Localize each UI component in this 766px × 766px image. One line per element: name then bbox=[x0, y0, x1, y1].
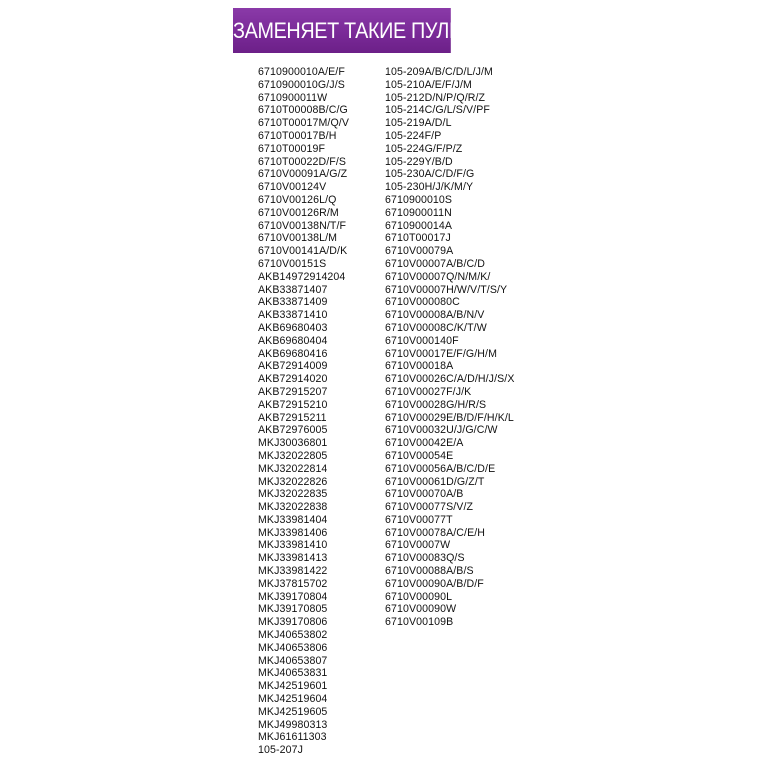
remote-model-code: 6710V00056A/B/C/D/E bbox=[385, 462, 496, 475]
remote-model-code: 6710900011N bbox=[385, 206, 452, 219]
remote-model-code: 6710V00008A/B/N/V bbox=[385, 309, 485, 322]
remote-model-code: AKB72915207 bbox=[258, 385, 328, 398]
remote-model-code: MKJ39170804 bbox=[258, 590, 328, 603]
remote-model-code: AKB14972914204 bbox=[258, 270, 346, 283]
remote-model-code: AKB69680416 bbox=[258, 347, 328, 360]
remote-model-code: MKJ32022826 bbox=[258, 475, 328, 488]
remote-model-code: 6710V00091A/G/Z bbox=[258, 168, 348, 181]
remote-model-code: 6710900010S bbox=[385, 193, 453, 206]
remote-model-code: AKB33871410 bbox=[258, 309, 328, 322]
remote-model-code: 105-212D/N/P/Q/R/Z bbox=[385, 91, 486, 104]
remote-model-code: MKJ33981413 bbox=[258, 552, 328, 565]
remote-model-code: 6710V00088A/B/S bbox=[385, 565, 474, 578]
remote-model-code: MKJ39170806 bbox=[258, 616, 328, 629]
remote-model-code: 105-224G/F/P/Z bbox=[385, 142, 463, 155]
remote-model-code: 6710V00028G/H/R/S bbox=[385, 398, 487, 411]
remote-model-code: 6710V00078A/C/E/H bbox=[385, 526, 486, 539]
remote-model-code: 6710V00026C/A/D/H/J/S/X bbox=[385, 373, 515, 386]
remote-model-code: 105-230A/C/D/F/G bbox=[385, 168, 475, 181]
remote-model-code: 6710V0007W bbox=[385, 539, 451, 552]
remote-model-code: 6710V00079A bbox=[385, 245, 454, 258]
codes-column-right bbox=[385, 66, 515, 629]
remote-model-code: AKB72915210 bbox=[258, 398, 328, 411]
remote-model-code: 6710V00017E/F/G/H/M bbox=[385, 347, 498, 360]
remote-model-code: 6710V00077S/V/Z bbox=[385, 501, 474, 514]
remote-model-code: 6710900011W bbox=[258, 91, 328, 104]
remote-model-code: MKJ32022814 bbox=[258, 462, 328, 475]
remote-model-code: 6710V00032U/J/G/C/W bbox=[385, 424, 498, 437]
remote-model-code: 6710900010G/J/S bbox=[258, 78, 345, 91]
remote-model-code: 6710V00090A/B/D/F bbox=[385, 577, 484, 590]
remote-model-code: 6710V00018A bbox=[385, 360, 454, 373]
remote-model-code: MKJ30036801 bbox=[258, 437, 328, 450]
remote-model-code: 6710V00008C/K/T/W bbox=[385, 321, 487, 334]
remote-model-code: MKJ42519601 bbox=[258, 680, 328, 693]
remote-model-code: MKJ33981422 bbox=[258, 565, 328, 578]
remote-model-code: MKJ33981406 bbox=[258, 526, 328, 539]
remote-model-code: 6710T00008B/C/G bbox=[258, 104, 348, 117]
remote-model-code: 6710V00042E/A bbox=[385, 437, 464, 450]
remote-model-code: MKJ33981404 bbox=[258, 513, 328, 526]
remote-model-code: 6710T00017B/H bbox=[258, 129, 337, 142]
remote-model-code: 6710V00007Q/N/M/K/ bbox=[385, 270, 491, 283]
remote-model-code: 6710T00017M/Q/V bbox=[258, 117, 350, 130]
remote-model-code: MKJ40653831 bbox=[258, 667, 328, 680]
remote-model-code: 6710V00007A/B/C/D bbox=[385, 257, 486, 270]
remote-model-code: 6710V000080C bbox=[385, 296, 460, 309]
remote-model-code: 6710V00126R/M bbox=[258, 206, 339, 219]
remote-model-code: 6710900014A bbox=[385, 219, 453, 232]
remote-model-code: AKB69680403 bbox=[258, 321, 328, 334]
remote-model-code: MKJ39170805 bbox=[258, 603, 328, 616]
remote-model-code: 6710V00070A/B bbox=[385, 488, 464, 501]
remote-model-code: 105-224F/P bbox=[385, 129, 442, 142]
remote-model-code: 6710V00007H/W/V/T/S/Y bbox=[385, 283, 508, 296]
remote-model-code: 6710T00019F bbox=[258, 142, 326, 155]
remote-model-code: 6710V00109B bbox=[385, 616, 454, 629]
remote-model-code: MKJ42519604 bbox=[258, 693, 328, 706]
remote-model-code: MKJ49980313 bbox=[258, 718, 328, 731]
remote-model-code: MKJ37815702 bbox=[258, 577, 328, 590]
remote-model-code: 6710V00138N/T/F bbox=[258, 219, 347, 232]
remote-model-code: 6710900010A/E/F bbox=[258, 66, 345, 78]
remote-model-code: 6710V00090L bbox=[385, 590, 453, 603]
remote-model-code: 6710T00017J bbox=[385, 232, 451, 245]
remote-model-code: 6710V00029E/B/D/F/H/K/L bbox=[385, 411, 514, 424]
remote-model-code: MKJ40653807 bbox=[258, 654, 328, 667]
page-title-banner: ЗАМЕНЯЕТ ТАКИЕ ПУЛЬТЫ bbox=[233, 8, 451, 53]
remote-model-code: 6710V00027F/J/K bbox=[385, 385, 472, 398]
remote-model-code: 6710V00061D/G/Z/T bbox=[385, 475, 485, 488]
remote-model-code: MKJ40653806 bbox=[258, 641, 328, 654]
remote-model-code: 105-229Y/B/D bbox=[385, 155, 453, 168]
remote-model-code: 6710V00126L/Q bbox=[258, 193, 337, 206]
remote-model-code: 6710V00077T bbox=[385, 513, 453, 526]
codes-column-left bbox=[258, 66, 349, 757]
remote-model-code: MKJ32022835 bbox=[258, 488, 328, 501]
remote-model-code: 6710V000140F bbox=[385, 334, 459, 347]
remote-model-code: MKJ42519605 bbox=[258, 705, 328, 718]
remote-model-code: AKB69680404 bbox=[258, 334, 328, 347]
remote-model-code: MKJ33981410 bbox=[258, 539, 328, 552]
remote-model-code: MKJ32022805 bbox=[258, 449, 328, 462]
remote-model-code: 6710V00090W bbox=[385, 603, 457, 616]
remote-model-code: AKB33871407 bbox=[258, 283, 328, 296]
remote-model-code: MKJ40653802 bbox=[258, 629, 328, 642]
remote-model-code: MKJ32022838 bbox=[258, 501, 328, 514]
remote-model-code: 6710V00083Q/S bbox=[385, 552, 465, 565]
remote-model-code: AKB72914009 bbox=[258, 360, 328, 373]
remote-model-code: 105-219A/D/L bbox=[385, 117, 452, 130]
remote-model-code: 6710V00138L/M bbox=[258, 232, 338, 245]
remote-model-code: 105-207J bbox=[258, 744, 303, 757]
remote-model-code: AKB33871409 bbox=[258, 296, 328, 309]
remote-model-code: 6710V00124V bbox=[258, 181, 327, 194]
remote-model-code: 105-210A/E/F/J/M bbox=[385, 78, 472, 91]
remote-model-code: AKB72915211 bbox=[258, 411, 327, 424]
remote-model-code: 6710V00141A/D/K bbox=[258, 245, 348, 258]
remote-model-code: 105-214C/G/L/S/V/PF bbox=[385, 104, 490, 117]
remote-model-code: MKJ61611303 bbox=[258, 731, 327, 744]
remote-model-code: AKB72914020 bbox=[258, 373, 328, 386]
remote-model-code: 6710V00151S bbox=[258, 257, 327, 270]
remote-model-code: AKB72976005 bbox=[258, 424, 328, 437]
remote-model-code: 6710V00054E bbox=[385, 449, 454, 462]
remote-model-code: 105-230H/J/K/M/Y bbox=[385, 181, 474, 194]
remote-model-code: 6710T00022D/F/S bbox=[258, 155, 347, 168]
remote-model-code: 105-209A/B/C/D/L/J/M bbox=[385, 66, 493, 78]
